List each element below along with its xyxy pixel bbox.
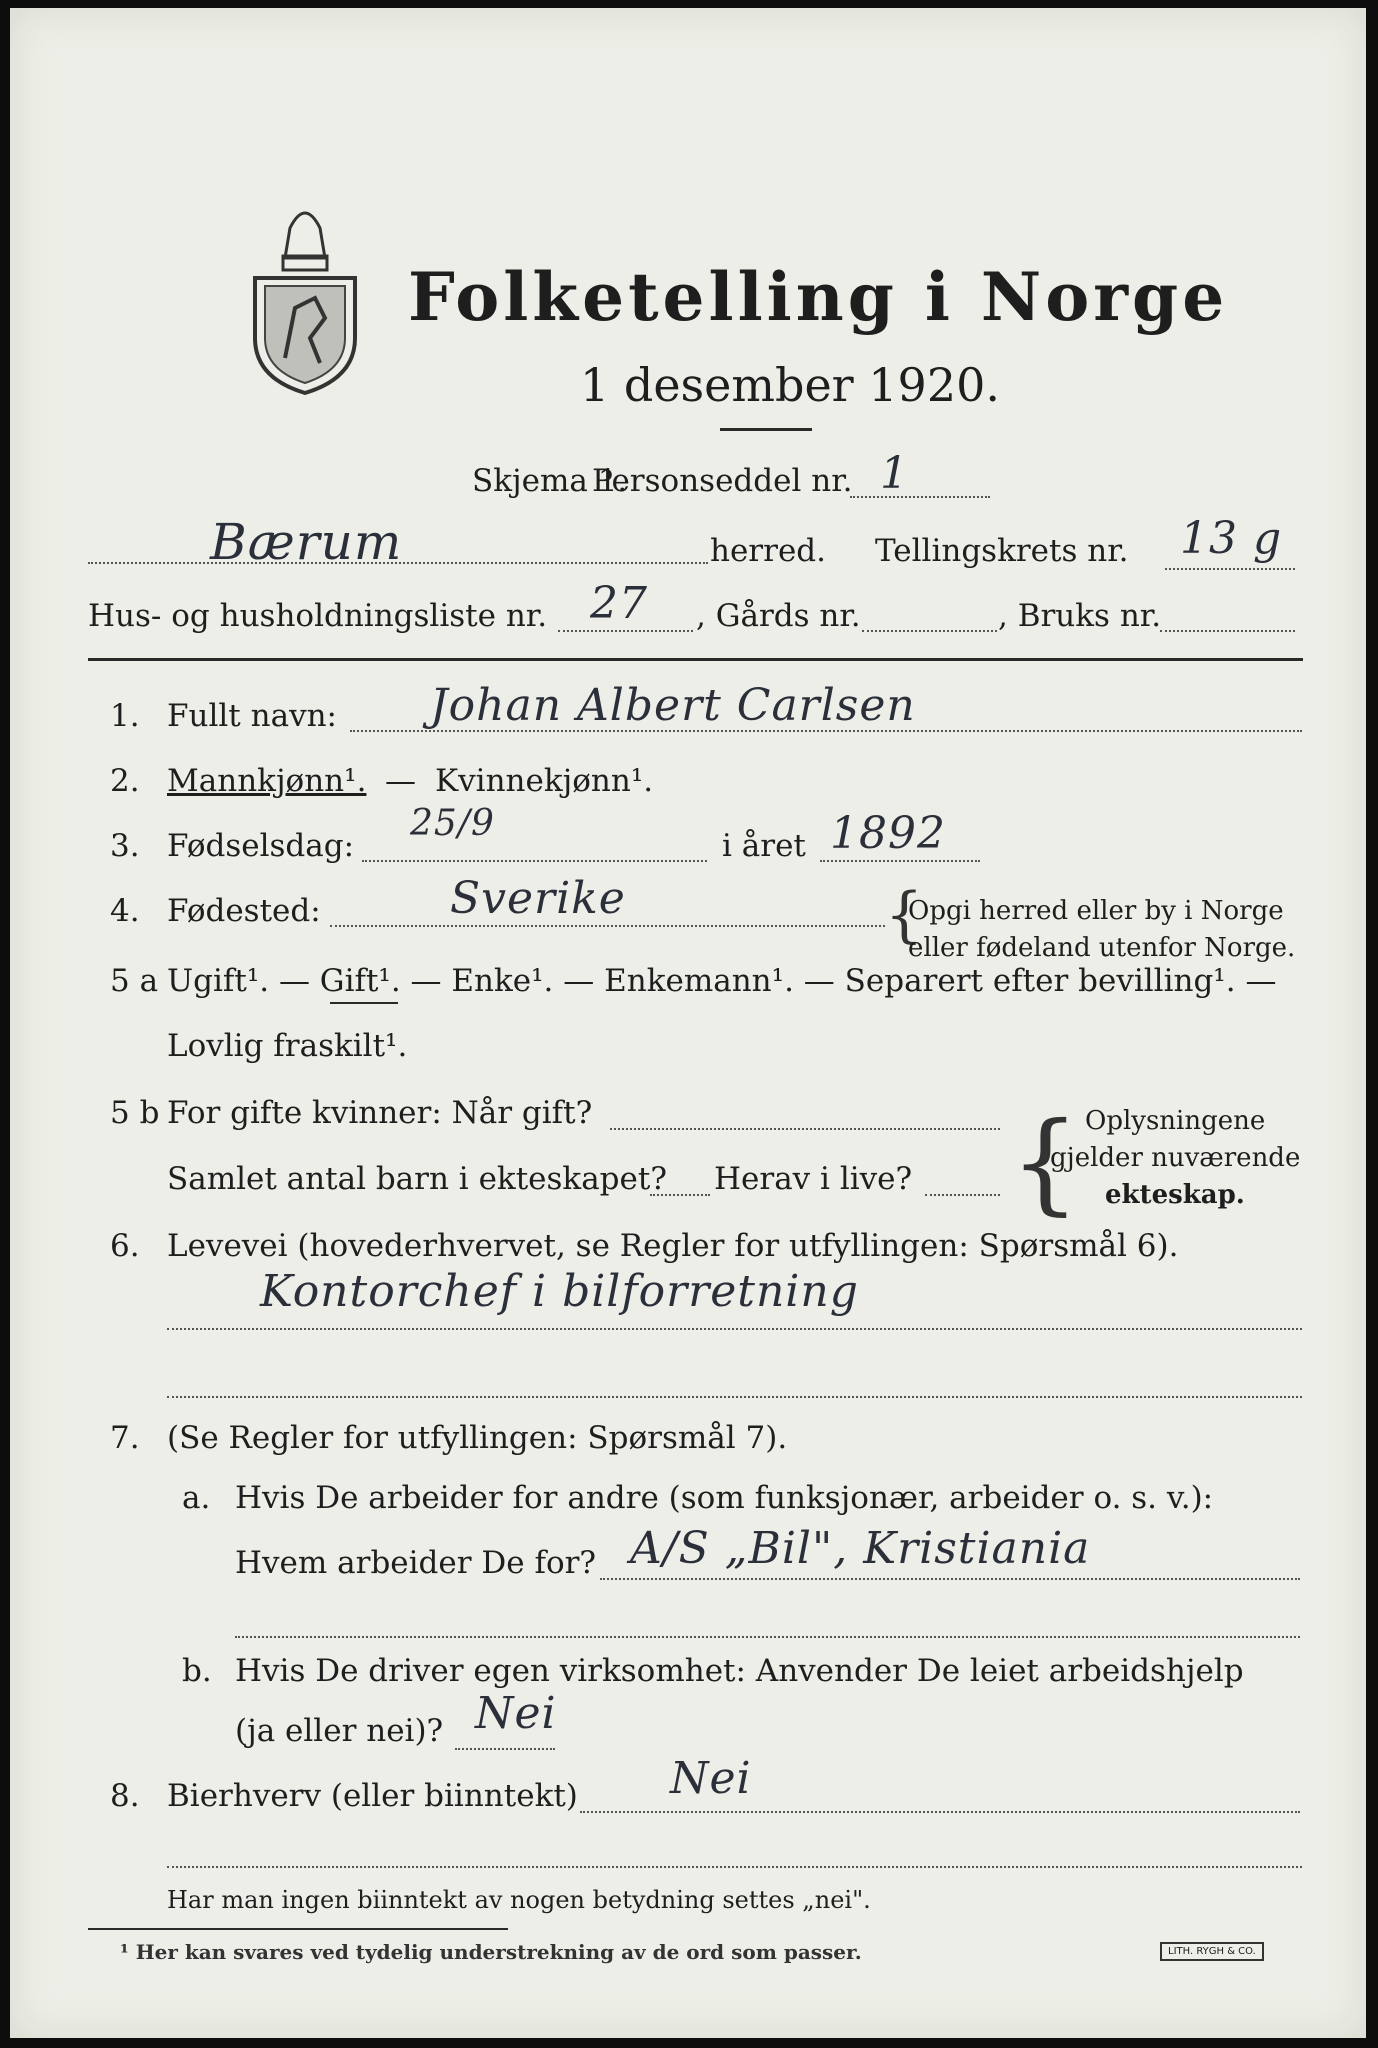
q5b-line2a: Samlet antal barn i ekteskapet? [167, 1161, 667, 1197]
q5a-options-line2: Lovlig fraskilt¹. [167, 1028, 408, 1064]
form-title: Folketelling i Norge [408, 258, 1229, 336]
q3-label: Fødselsdag: [167, 828, 355, 864]
employs-help-value[interactable]: Nei [475, 1688, 557, 1739]
personseddel-value[interactable]: 1 [880, 448, 909, 499]
q4-number: 4. [110, 893, 140, 929]
q7a-line1: Hvis De arbeider for andre (som funksjonær, arbeider o. s. v.): [235, 1480, 1214, 1516]
q5b-line1: For gifte kvinner: Når gift? [167, 1095, 593, 1131]
q8-label: Bierhverv (eller biinntekt) [167, 1778, 578, 1814]
q7a-letter: a. [182, 1480, 211, 1516]
birth-year-value[interactable]: 1892 [830, 808, 946, 859]
q7b-line2: (ja eller nei)? [235, 1713, 444, 1749]
q5a-number: 5 a [110, 963, 159, 999]
gender-dash: — [385, 763, 416, 799]
title-divider [720, 428, 812, 431]
q7b-line1: Hvis De driver egen virksomhet: Anvender De leiet arbeidshjelp [235, 1653, 1244, 1689]
footnote-rule [88, 1928, 508, 1930]
q7b-letter: b. [182, 1653, 212, 1689]
q1-number: 1. [110, 698, 140, 734]
q5b-line2b: Herav i live? [714, 1161, 913, 1197]
printer-stamp: LITH. RYGH & CO. [1160, 1942, 1264, 1961]
husliste-value[interactable]: 27 [590, 578, 648, 629]
q5b-note-line1: Oplysningene [1085, 1106, 1266, 1136]
q3-number: 3. [110, 828, 140, 864]
bruks-label: , Bruks nr. [998, 598, 1162, 634]
q2-number: 2. [110, 763, 140, 799]
q8-number: 8. [110, 1778, 140, 1814]
footer-note: Har man ingen biinntekt av nogen betydning settes „nei". [167, 1886, 871, 1914]
q5b-note-line2: gjelder nuværende [1050, 1143, 1301, 1173]
herred-label: herred. [710, 533, 826, 569]
census-form: Folketelling i Norge 1 desember 1920. Skjema 1. Personseddel nr. 1 Bærum herred. Tellingskrets nr. 13 g Hus- og husholdningsliste nr. 27 , Gårds nr. , Bruks nr. 1. Fullt navn: Johan Albert Carlsen 2. Mannkjønn¹. — Kvinnekjønn¹. 3. Fødselsdag: 25/9 i året 1892 4. Fødested: Sverike { Opgi herred eller by i Norge eller fødeland utenfor Norge. 5 a Ugift¹. — Gift¹. — Enke¹. — Enkemann¹. — Separert efter bevilling¹. — Lovlig fraskilt¹. 5 b For gifte kvinner: Når gift? Samlet antal barn i ekteskapet? Herav i live? { Oplysningene gjelder nuværende ekteskap. 6. Levevei (hovederhvervet, se Regler for utfyllingen: Spørsmål 6). Kontorchef i bilforretning 7. (Se Regler for utfyllingen: Spørsmål 7). a. Hvis De arbeider for andre (som funksjonær, arbeider o. s. v.): Hvem arbeider De for? A/S „Bil", Kristiania b. Hvis De driver egen virksomhet: Anvender De leiet arbeidshjelp (ja eller nei)? Nei 8. Bierhverv (eller biinntekt) Nei Har man ingen biinntekt av nogen betydning settes „nei". ¹ Her kan svares ved tydelig understrekning av de ord som passer. LITH. RYGH & CO. [10, 8, 1366, 2038]
q7a-line2: Hvem arbeider De for? [235, 1545, 597, 1581]
personseddel-label: Personseddel nr. [592, 463, 853, 499]
q5b-number: 5 b [110, 1095, 160, 1131]
coat-of-arms-icon [245, 188, 365, 398]
q5b-note-line3: ekteskap. [1105, 1180, 1245, 1210]
husliste-label: Hus- og husholdningsliste nr. [88, 598, 548, 634]
employer-value[interactable]: A/S „Bil", Kristiania [630, 1523, 1091, 1574]
tellingskrets-label: Tellingskrets nr. [875, 533, 1129, 569]
gender-female: Kvinnekjønn¹. [435, 763, 654, 799]
q4-note-line1: Opgi herred eller by i Norge [908, 896, 1284, 926]
census-date: 1 desember 1920. [580, 358, 1000, 412]
q6-number: 6. [110, 1228, 140, 1264]
q1-label: Fullt navn: [167, 698, 337, 734]
birthplace-value[interactable]: Sverike [450, 873, 626, 924]
q5a-options-line1: Ugift¹. — Gift¹. — Enke¹. — Enkemann¹. — Separert efter bevilling¹. — [167, 963, 1277, 999]
q4-label: Fødested: [167, 893, 321, 929]
occupation-value[interactable]: Kontorchef i bilforretning [260, 1266, 859, 1317]
header-rule [88, 658, 1303, 661]
footnote: ¹ Her kan svares ved tydelig understrekning av de ord som passer. [120, 1940, 862, 1964]
q4-note-line2: eller fødeland utenfor Norge. [908, 933, 1296, 963]
tellingskrets-value[interactable]: 13 g [1180, 513, 1283, 564]
full-name-value[interactable]: Johan Albert Carlsen [430, 680, 916, 731]
q6-label: Levevei (hovederhvervet, se Regler for utfyllingen: Spørsmål 6). [167, 1228, 1179, 1264]
gift-underline [330, 1002, 398, 1004]
gards-label: , Gårds nr. [696, 598, 861, 634]
q7-label: (Se Regler for utfyllingen: Spørsmål 7). [167, 1420, 788, 1456]
schema-label: Skjema 1. [472, 463, 628, 499]
side-income-value[interactable]: Nei [670, 1753, 752, 1804]
gender-male: Mannkjønn¹. [167, 763, 367, 799]
birth-year-label: i året [722, 828, 806, 864]
herred-value[interactable]: Bærum [210, 513, 403, 571]
q7-number: 7. [110, 1420, 140, 1456]
birthdate-value[interactable]: 25/9 [410, 803, 495, 844]
